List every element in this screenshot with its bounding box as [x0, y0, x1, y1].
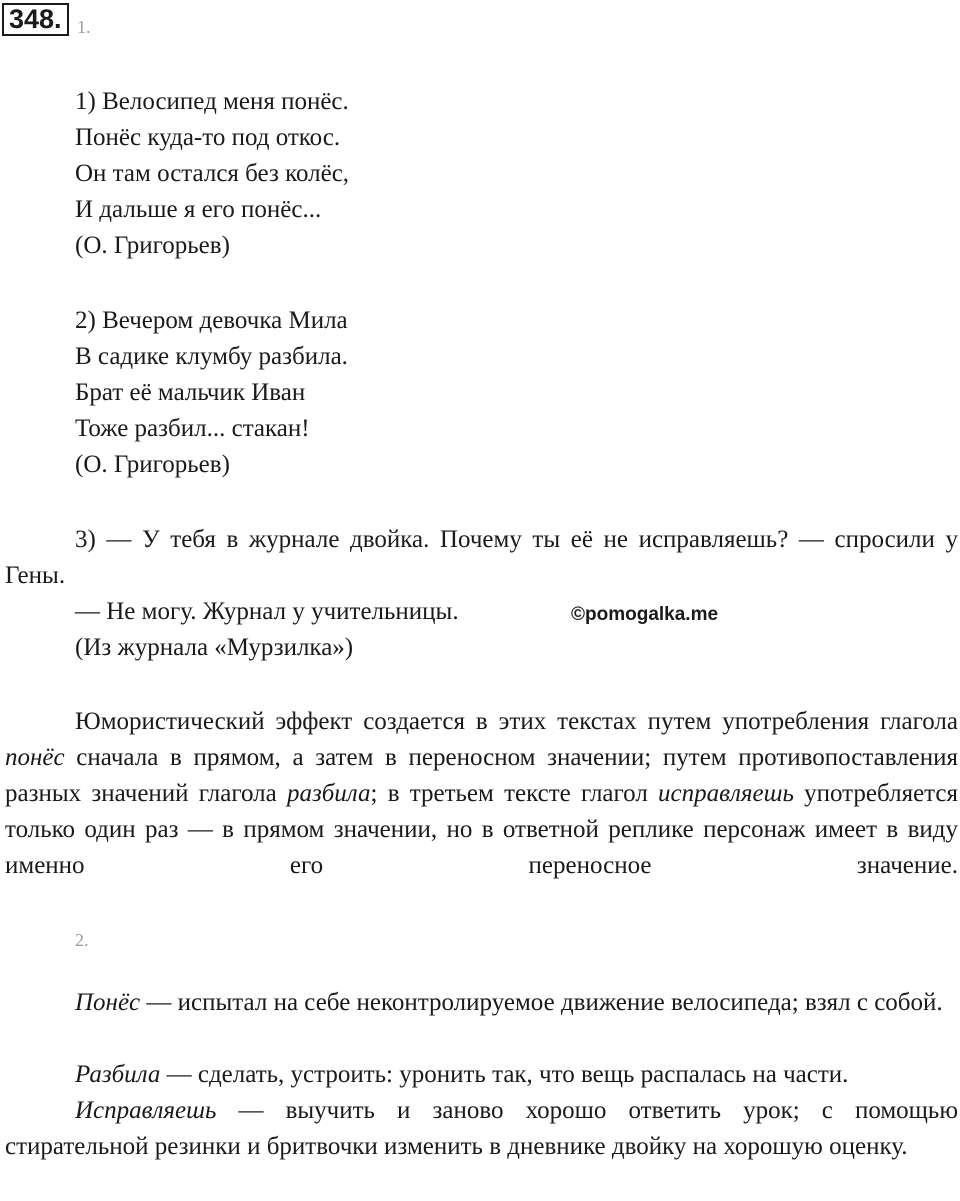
- poem-1-author: (О. Григорьев): [75, 232, 230, 259]
- definition-word: Исправляешь: [75, 1097, 217, 1124]
- poem-2-line: В садике клумбу разбила.: [75, 343, 348, 370]
- definition-item: [5, 1057, 958, 1093]
- dialog-reply: [75, 594, 459, 666]
- poem-2-line: 2) Вечером девочка Мила: [75, 307, 348, 334]
- definition-item: [5, 985, 958, 1021]
- explanation-word-ispravlyaesh: исправляешь: [658, 780, 794, 807]
- explanation-text: употребляется только один раз — в прямом значении, но в ответной реплике персонаж имеет в виду именно его переносное значение.: [5, 780, 958, 879]
- dialog-source: (Из журнала «Мурзилка»): [75, 634, 354, 661]
- dialog-reply-line: — Не могу. Журнал у учительницы.: [75, 598, 459, 625]
- definition-text: — испытал на себе неконтролируемое движение велосипеда; взял с собой.: [140, 989, 943, 1016]
- poem-1-line: Понёс куда-то под откос.: [75, 124, 341, 151]
- definition-item: [5, 1093, 958, 1165]
- poem-2-author: (О. Григорьев): [75, 451, 230, 478]
- watermark: ©pomogalka.me: [571, 604, 719, 625]
- poem-1-line: 1) Велосипед меня понёс.: [75, 88, 349, 115]
- definition-text: — сделать, устроить: уронить так, что вещь распалась на части.: [160, 1061, 849, 1088]
- explanation-paragraph: [5, 704, 958, 920]
- dialog-first-line: 3) — У тебя в журнале двойка. Почему ты её не исправляешь? — спросили у Гены.: [5, 526, 958, 589]
- poem-1: [75, 84, 349, 264]
- exercise-number: 348.: [2, 3, 69, 36]
- poem-2: [75, 303, 348, 483]
- poem-1-line: Он там остался без колёс,: [75, 160, 350, 187]
- definition-word: Разбила: [75, 1061, 161, 1088]
- explanation-text: ; в третьем тексте глагол: [370, 780, 659, 807]
- definition-word: Понёс: [75, 989, 141, 1016]
- explanation-text: Юмористический эффект создается в этих текстах путем употребления глагола: [75, 708, 958, 735]
- poem-2-line: Тоже разбил... стакан!: [75, 415, 310, 442]
- explanation-word-poneos: понёс: [5, 744, 65, 771]
- poem-1-line: И дальше я его понёс...: [75, 196, 322, 223]
- definition-text: — выучить и заново хорошо ответить урок; с помощью стирательной резинки и бритвочки изменить в дневнике двойку на хорошую оценку.: [5, 1097, 958, 1160]
- part-1-label: 1.: [77, 17, 91, 37]
- poem-2-line: Брат её мальчик Иван: [75, 379, 306, 406]
- explanation-text: сначала в прямом, а затем в переносном значении; путем противопоставления разных значений глагола: [5, 744, 958, 807]
- part-2-label: 2.: [75, 930, 89, 950]
- explanation-word-razbila: разбила: [286, 780, 371, 807]
